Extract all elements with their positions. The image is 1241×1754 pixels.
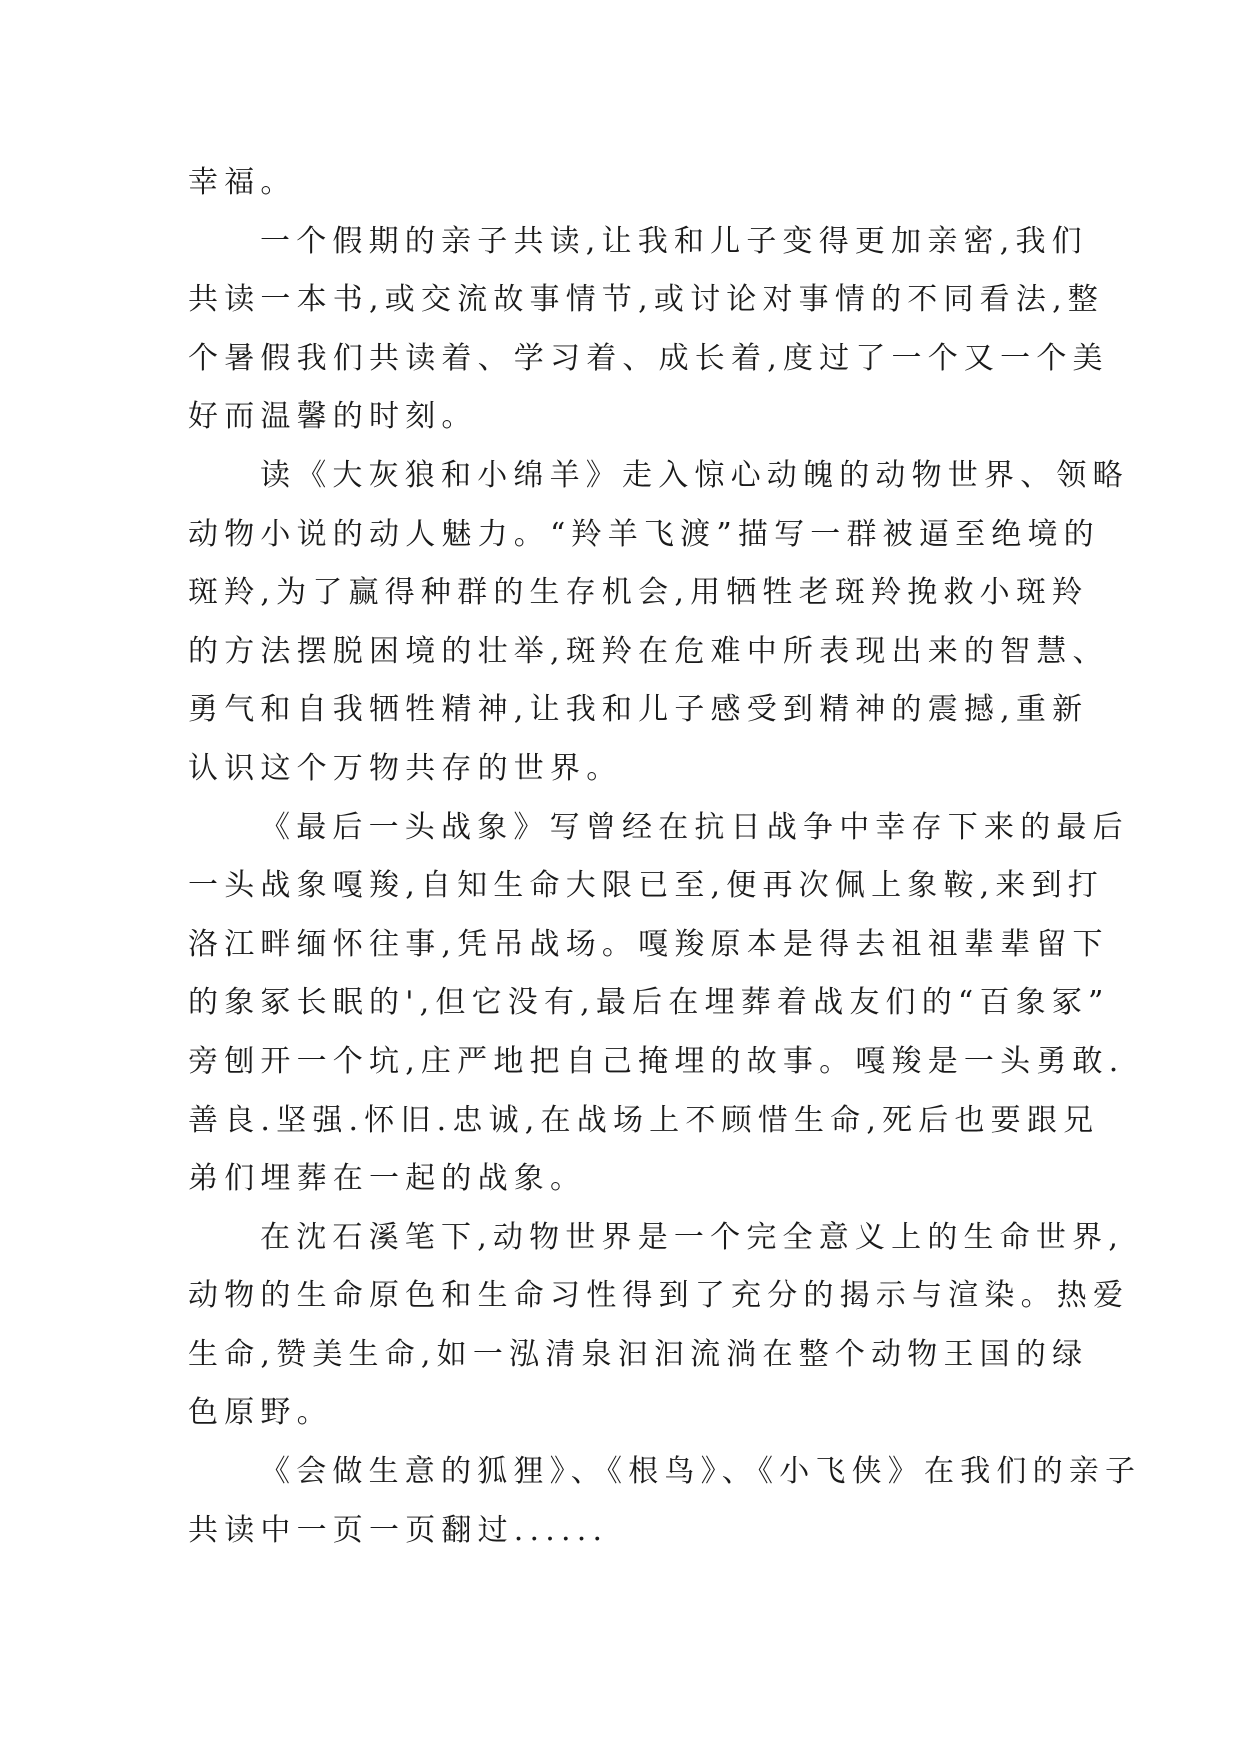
text-line: 旁刨开一个坑,庄严地把自己掩埋的故事。嘎羧是一头勇敢.: [188, 1043, 1125, 1079]
paragraph: [188, 1443, 1142, 1560]
text-line: 好而温馨的时刻。: [188, 399, 478, 435]
text-line: 色原野。: [188, 1395, 333, 1431]
text-line: 善良.坚强.怀旧.忠诚,在战场上不顾惜生命,死后也要跟兄: [188, 1102, 1100, 1138]
text-line: 的方法摆脱困境的壮举,斑羚在危难中所表现出来的智慧、: [188, 633, 1109, 669]
text-line: 动物的生命原色和生命习性得到了充分的揭示与渲染。热爱: [188, 1278, 1130, 1314]
text-line: 《最后一头战象》写曾经在抗日战争中幸存下来的最后: [260, 809, 1129, 845]
text-line: 一头战象嘎羧,自知生命大限已至,便再次佩上象鞍,来到打: [188, 868, 1105, 904]
paragraph: [188, 1209, 1130, 1443]
text-line: 一个假期的亲子共读,让我和儿子变得更加亲密,我们: [260, 223, 1088, 259]
text-line: 动物小说的动人魅力。“羚羊飞渡”描写一群被逼至绝境的: [188, 516, 1100, 552]
text-line: 幸福。: [188, 165, 297, 200]
paragraph: [188, 447, 1129, 799]
text-line: 共读一本书,或交流故事情节,或讨论对事情的不同看法,整: [188, 282, 1105, 318]
text-line: 共读中一页一页翻过......: [188, 1512, 609, 1548]
text-line: 洛江畔缅怀往事,凭吊战场。嘎羧原本是得去祖祖辈辈留下: [188, 926, 1109, 962]
text-line: 勇气和自我牺牲精神,让我和儿子感受到精神的震撼,重新: [188, 692, 1089, 728]
paragraph: [188, 799, 1129, 1209]
document-body: [188, 154, 1142, 1560]
text-line: 生命,赞美生命,如一泓清泉汩汩流淌在整个动物王国的绿: [188, 1336, 1089, 1372]
text-line: 在沈石溪笔下,动物世界是一个完全意义上的生命世界,: [260, 1219, 1125, 1255]
paragraph: [188, 213, 1109, 447]
text-line: 弟们埋葬在一起的战象。: [188, 1161, 587, 1197]
paragraph: [188, 154, 1058, 213]
text-line: 的象冢长眠的',但它没有,最后在埋葬着战友们的“百象冢”: [188, 985, 1110, 1021]
text-line: 认识这个万物共存的世界。: [188, 750, 623, 786]
text-line: 读《大灰狼和小绵羊》走入惊心动魄的动物世界、领略: [260, 457, 1129, 493]
text-line: 个暑假我们共读着、学习着、成长着,度过了一个又一个美: [188, 340, 1109, 376]
text-line: 《会做生意的狐狸》、《根鸟》、《小飞侠》在我们的亲子: [260, 1454, 1142, 1490]
text-line: 斑羚,为了赢得种群的生存机会,用牺牲老斑羚挽救小斑羚: [188, 575, 1089, 611]
